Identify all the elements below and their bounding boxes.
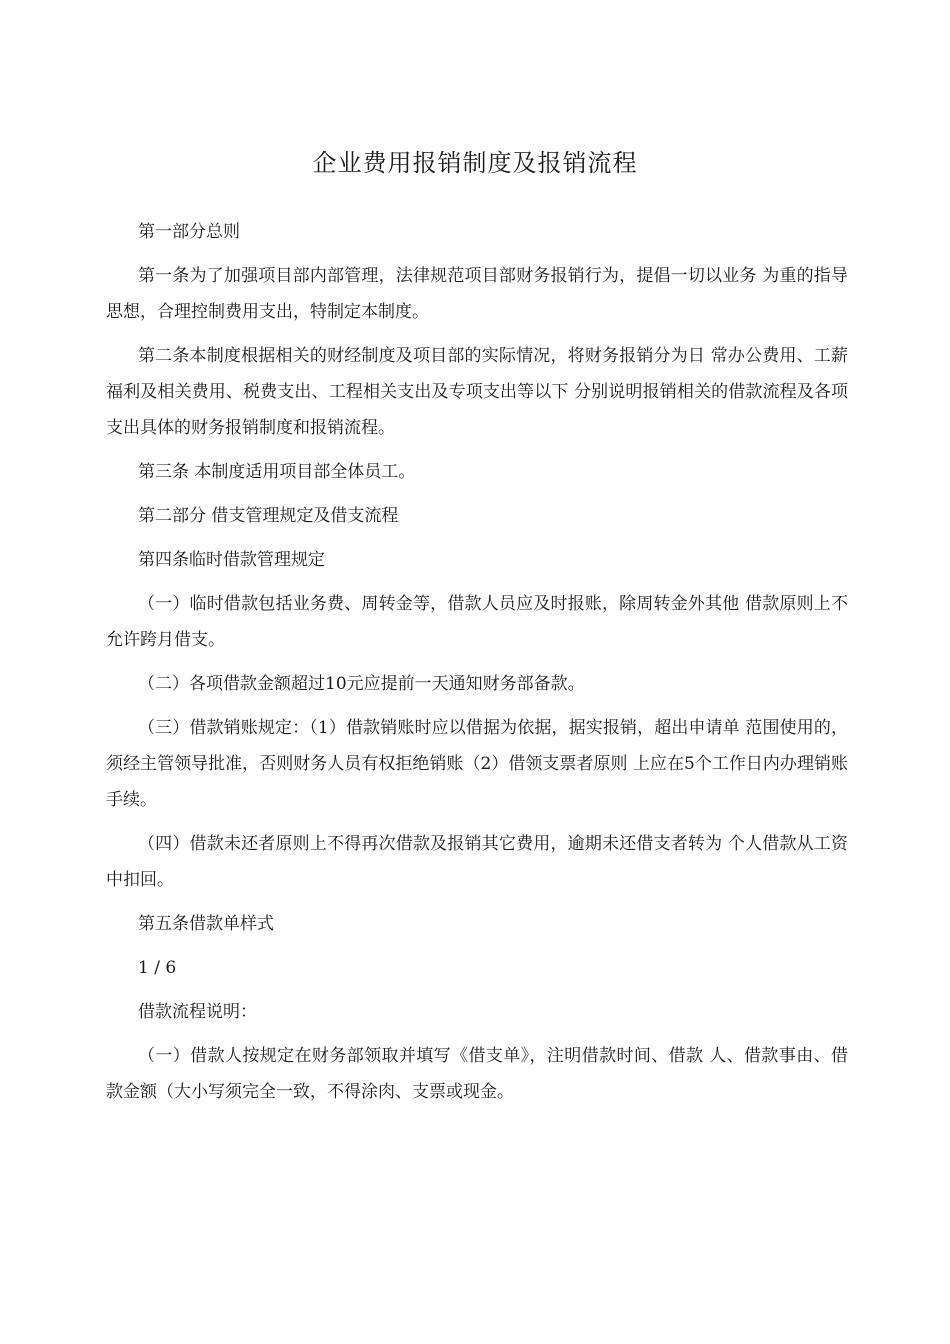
- article-3: 第三条 本制度适用项目部全体员工。: [138, 462, 416, 482]
- article-4-heading: 第四条临时借款管理规定: [138, 550, 325, 570]
- article-4-item-1: （一）临时借款包括业务费、周转金等，借款人员应及时报账，除周转金外其他 借款原则上不允许跨月借支。: [106, 594, 848, 650]
- article-4-item-2: （二）各项借款金额超过10元应提前一天通知财务部备款。: [138, 674, 585, 694]
- borrowing-process-heading: 借款流程说明：: [138, 1002, 257, 1022]
- borrowing-process-item-1: （一）借款人按规定在财务部领取并填写《借支单》，注明借款时间、借款 人、借款事由、借款金额（大小写须完全一致，不得涂肉、支票或现金。: [106, 1046, 848, 1102]
- article-1: 第一条为了加强项目部内部管理，法律规范项目部财务报销行为，提倡一切以业务 为重的指导思想，合理控制费用支出，特制定本制度。: [106, 266, 848, 322]
- article-4-item-4: （四）借款未还者原则上不得再次借款及报销其它费用，逾期未还借支者转为 个人借款从工资中扣回。: [106, 834, 848, 890]
- section-heading-general: 第一部分总则: [138, 222, 240, 242]
- article-4-item-3: （三）借款销账规定：（1）借款销账时应以借据为依据，据实报销，超出申请单 范围使用的，须经主管领导批准，否则财务人员有权拒绝销账（2）借领支票者原则 上应在5个工作日内办理销账手续。: [106, 718, 848, 810]
- section-heading-borrowing: 第二部分 借支管理规定及借支流程: [138, 506, 399, 526]
- page-number: 1 / 6: [138, 958, 177, 978]
- document-body: [106, 214, 848, 1118]
- document-title: 企业费用报销制度及报销流程: [312, 149, 638, 177]
- article-5-heading: 第五条借款单样式: [138, 914, 274, 934]
- article-2: 第二条本制度根据相关的财经制度及项目部的实际情况，将财务报销分为日 常办公费用、工薪福利及相关费用、税费支出、工程相关支出及专项支出等以下 分别说明报销相关的借款流程及各项支出具体的财务报销制度和报销流程。: [106, 346, 848, 438]
